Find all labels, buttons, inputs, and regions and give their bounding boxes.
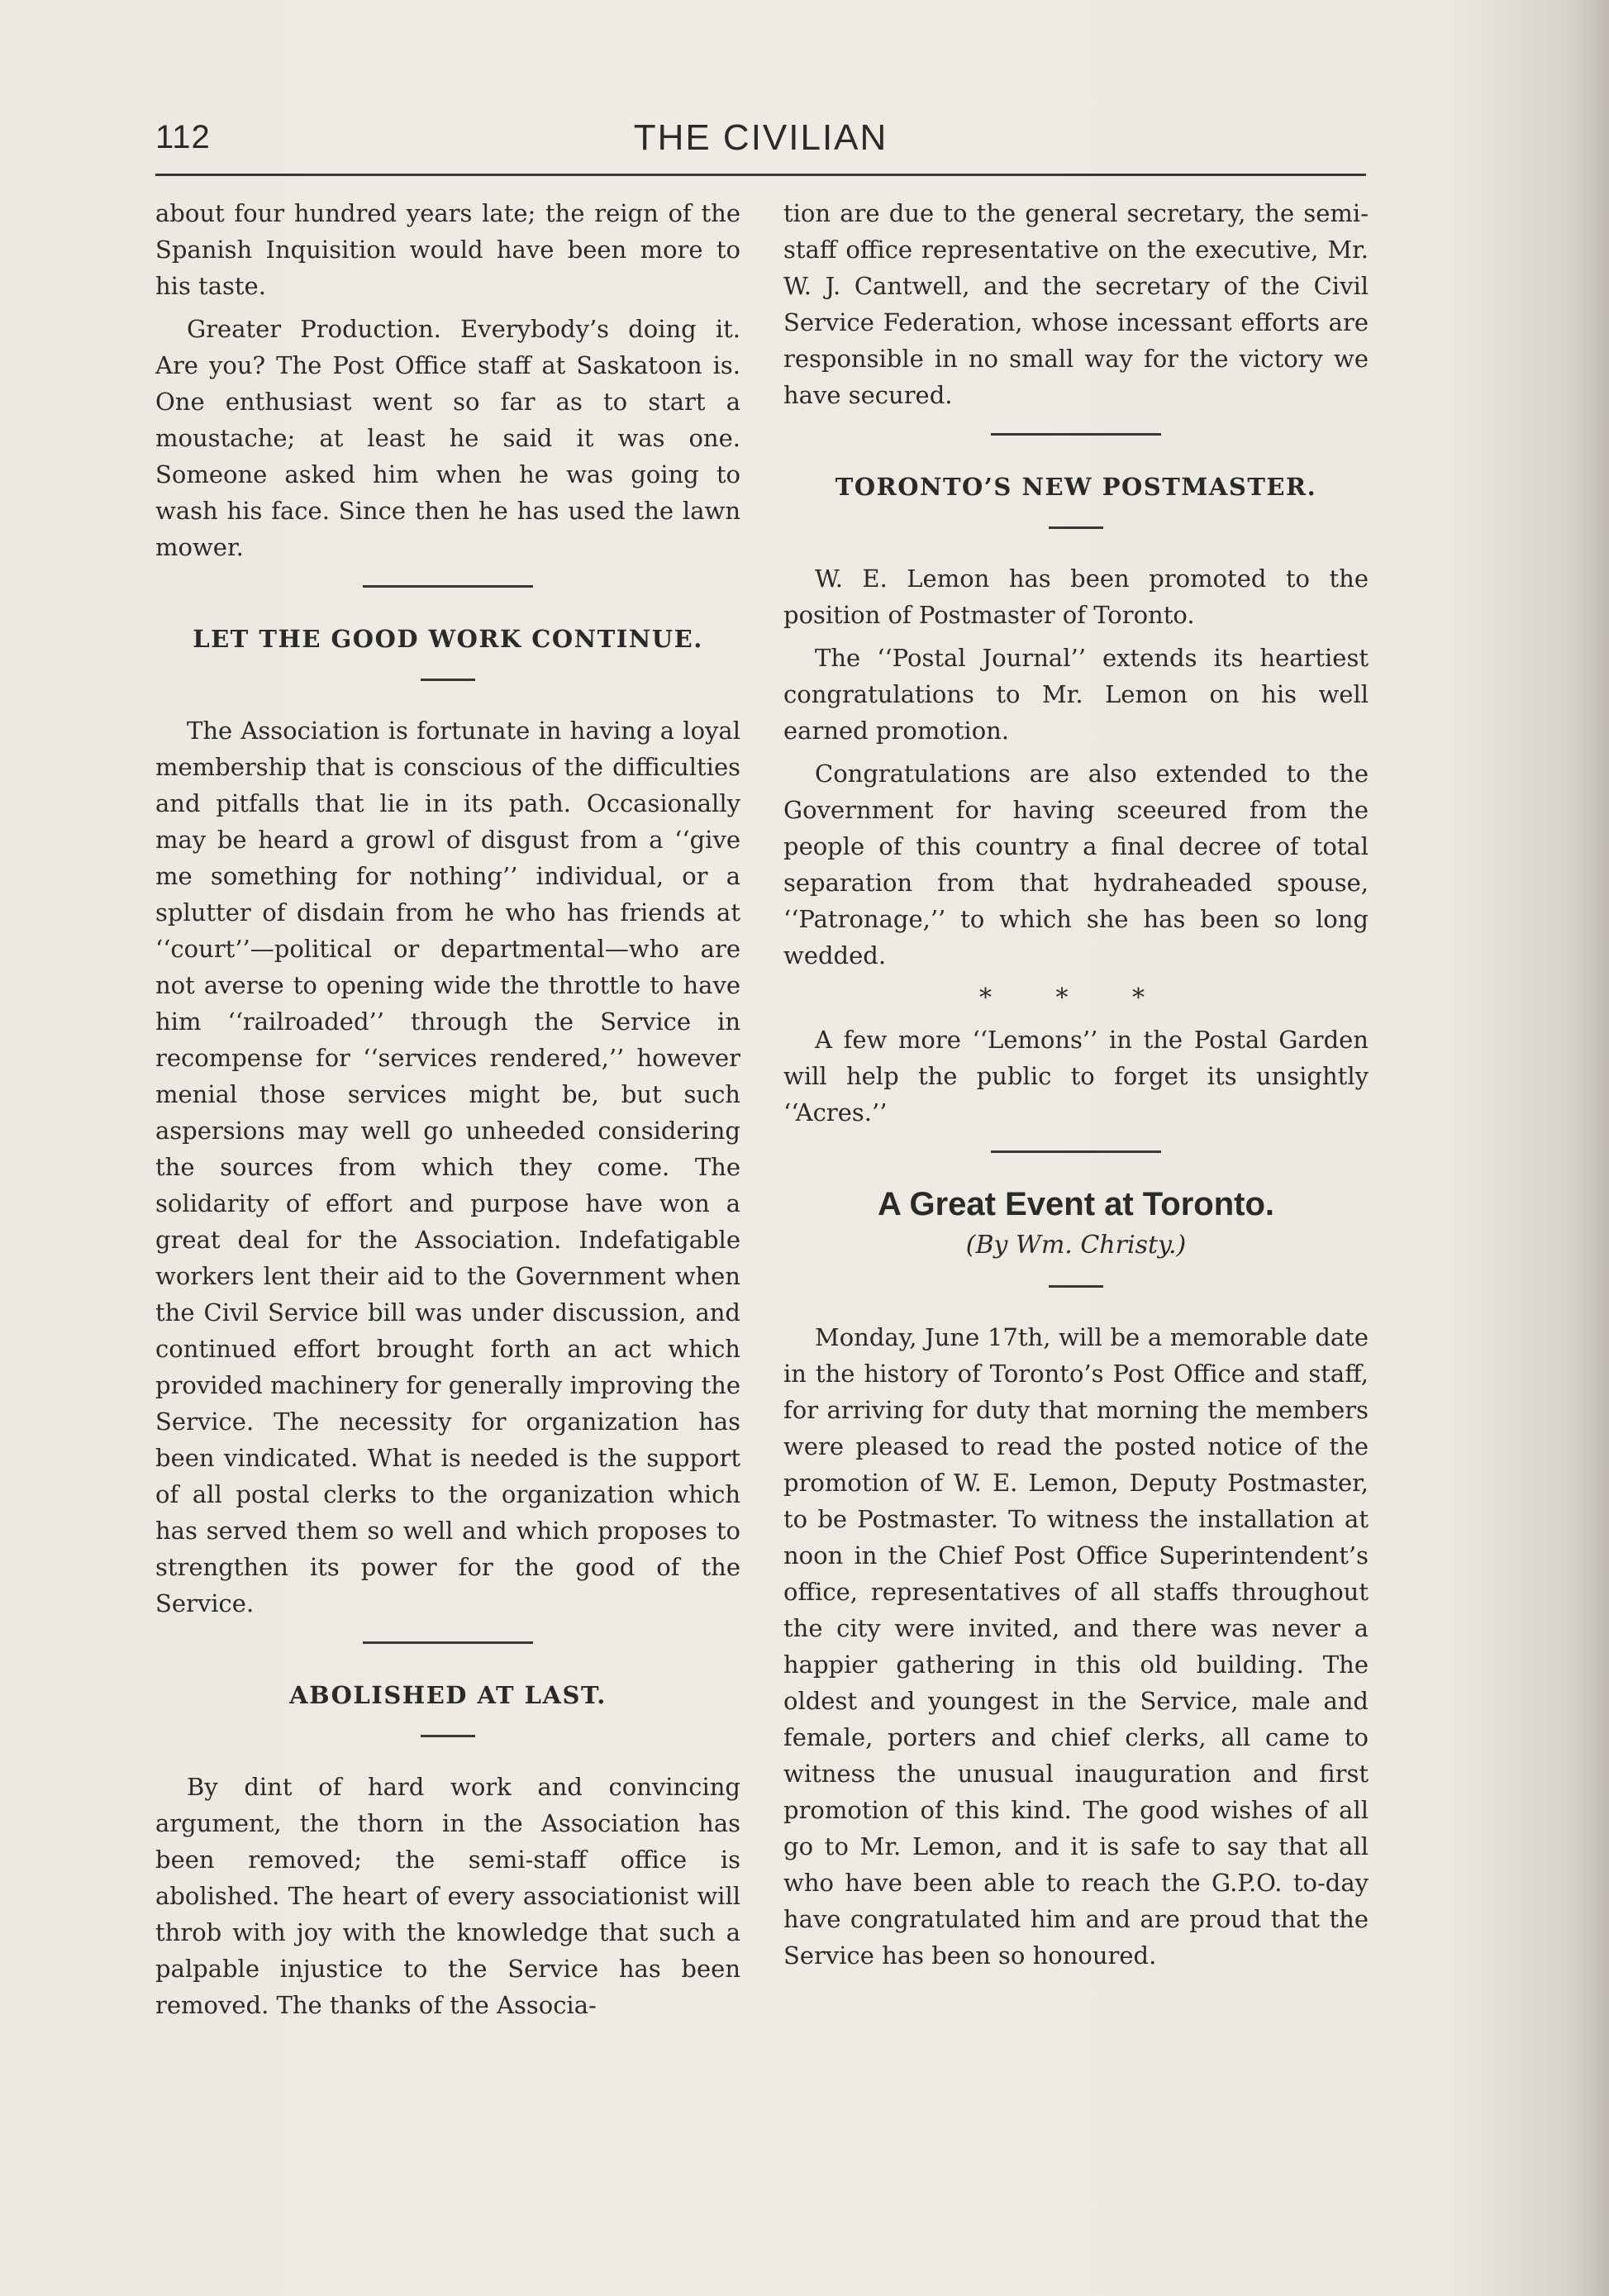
right-column [783, 195, 1369, 1980]
left-column [155, 195, 740, 2030]
heading-rule [1049, 1285, 1103, 1288]
abolished-paragraph: By dint of hard work and convincing argument, the thorn in the Association has been removed; the semi-staff office is abolished. The heart of every associationist will throb with joy with the knowledge that such a palpable injustice to the Service has been removed. The thanks of the Associa- [155, 1773, 740, 2019]
good-work-paragraph: The Association is fortunate in having a loyal membership that is conscious of the difficulties and pitfalls that lie in its path. Occasionally may be heard a growl of disgust from a ‘‘give me something for nothing’’ individual, or a splutter of disdain from he who has friends at ‘‘court’’—political or departmental—who are not averse to opening wide the throttle to have him ‘‘railroaded’’ through the Service in recompense for ‘‘services rendered,’’ however menial those services might be, but such aspersions may well go unheeded considering the sources from which they come. The solidarity of effort and purpose have won a great deal for the Association. Indefatigable workers lent their aid to the Government when the Civil Service bill was under discussion, and continued effort brought forth an act which provided machinery for generally improving the Service. The necessity for organization has been vindicated. What is needed is the support of all postal clerks to the organization which has served them so well and which proposes to strengthen its power for the good of the Service. [155, 717, 740, 1617]
postmaster-paragraph-2: The ‘‘Postal Journal’’ extends its heartiest congratulations to Mr. Lemon on his well earned promotion. [783, 644, 1369, 745]
page-number: 112 [155, 119, 211, 155]
page-edge [1571, 0, 1609, 2296]
heading-rule [421, 1735, 475, 1737]
section-stars: * * * [978, 984, 1173, 1012]
header-rule [155, 174, 1366, 176]
section-divider [363, 1641, 533, 1644]
intro-paragraph-1: about four hundred years late; the reign of the Spanish Inquisition would have been more to his taste. [155, 199, 740, 300]
postmaster-paragraph-3: Congratulations are also extended to the Government for having sceeured from the people of this country a final decree of total separation from that hydraheaded spouse, ‘‘Patronage,’’ to which she has been so long wedded. [783, 760, 1369, 969]
great-event-paragraph: Monday, June 17th, will be a memorable date in the history of Toronto’s Post Office and staff, for arriving for duty that morning the members were pleased to read the posted notice of the promotion of W. E. Lemon, Deputy Postmaster, to be Postmaster. To witness the installation at noon in the Chief Post Office Superintendent’s office, representatives of all staffs throughout the city were invited, and there was never a happier gathering in this old building. The oldest and youngest in the Service, male and female, porters and chief clerks, all came to witness the unusual inauguration and first promotion of this kind. The good wishes of all go to Mr. Lemon, and it is safe to say that all who have been able to reach the G.P.O. to-day have congratulated him and are proud that the Service has been so honoured. [783, 1323, 1369, 1970]
good-work-heading: LET THE GOOD WORK CONTINUE. [193, 625, 703, 653]
section-divider [991, 1150, 1161, 1153]
page-header [155, 114, 1366, 164]
great-event-heading: A Great Event at Toronto. [877, 1186, 1275, 1222]
intro-paragraph-2: Greater Production. Everybody’s doing it. Are you? The Post Office staff at Saskatoon is. One enthusiast went so far as to start a moustache; at least he said it was one. Someone asked him when he was going to wash his face. Since then he has used the lawn mower. [155, 315, 740, 561]
postmaster-paragraph-1: W. E. Lemon has been promoted to the position of Postmaster of Toronto. [783, 564, 1369, 629]
abolished-heading: ABOLISHED AT LAST. [289, 1681, 607, 1709]
section-divider [991, 433, 1161, 436]
publication-title: THE CIVILIAN [633, 117, 888, 158]
section-divider [363, 585, 533, 588]
heading-rule [1049, 526, 1103, 529]
heading-rule [421, 679, 475, 681]
great-event-byline: (By Wm. Christy.) [965, 1231, 1187, 1260]
postmaster-paragraph-4: A few more ‘‘Lemons’’ in the Postal Garden will help the public to forget its unsightly ‘‘Acres.’’ [783, 1026, 1369, 1127]
postmaster-heading: TORONTO’S NEW POSTMASTER. [835, 473, 1317, 501]
continued-paragraph: tion are due to the general secretary, the semi-staff office representative on the executive, Mr. W. J. Cantwell, and the secretary of the Civil Service Federation, whose incessant efforts are responsible in no small way for the victory we have secured. [783, 199, 1369, 409]
